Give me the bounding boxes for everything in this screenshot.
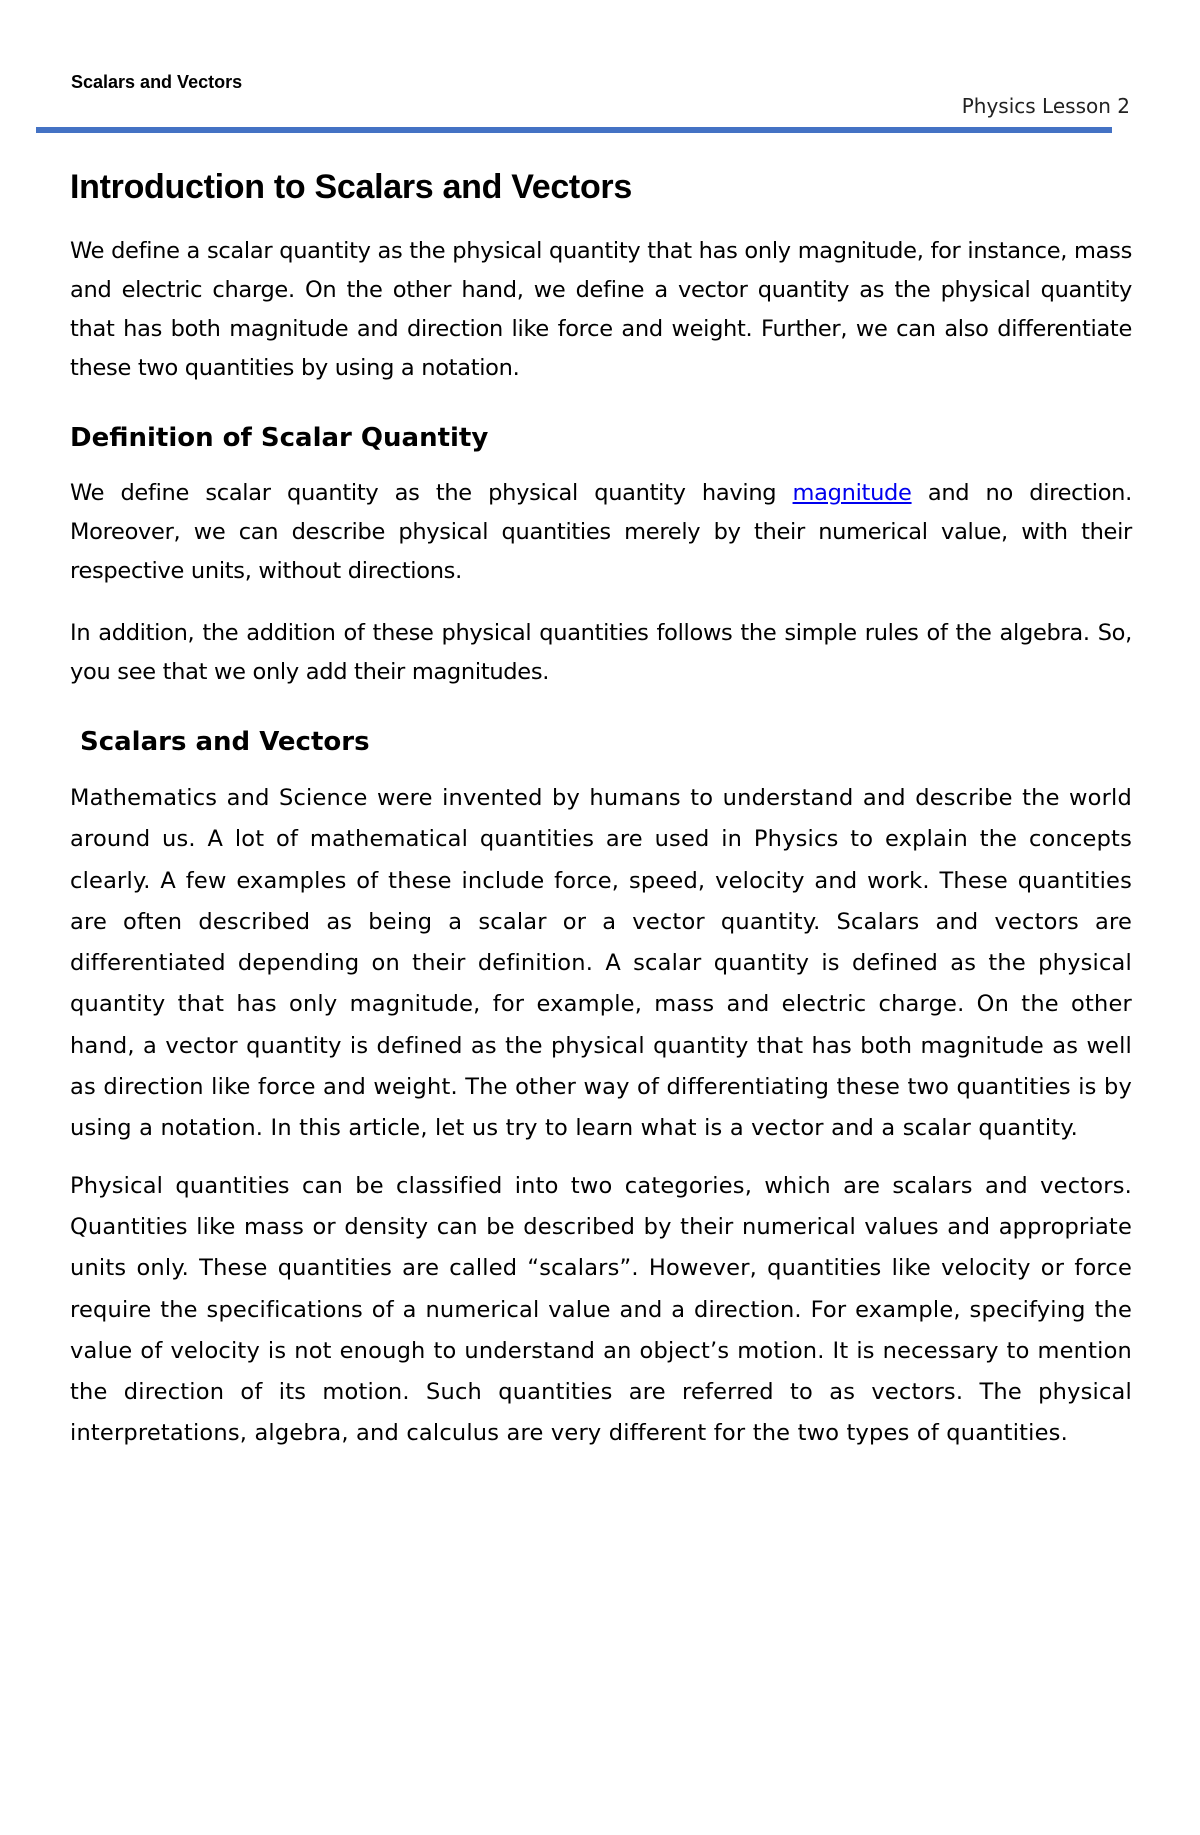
- running-header-lesson: Physics Lesson 2: [961, 94, 1130, 118]
- definition-paragraph: [70, 474, 1132, 591]
- scalars-vectors-paragraph-1: Mathematics and Science were invented by humans to understand and describe the world around us. A lot of mathematical quantities are used in Physics to explain the concepts clearly. A few examples of these include force, speed, velocity and work. These quantities are often described as being a scalar or a vector quantity. Scalars and vectors are differentiated depending on their definition. A scalar quantity is defined as the physical quantity that has only magnitude, for example, mass and electric charge. On the other hand, a vector quantity is defined as the physical quantity that has both magnitude as well as direction like force and weight. The other way of differentiating these two quantities is by using a notation. In this article, let us try to learn what is a vector and a scalar quantity.: [70, 785, 1132, 1142]
- page-title: Introduction to Scalars and Vectors: [70, 168, 632, 206]
- magnitude-link[interactable]: magnitude: [792, 480, 912, 506]
- main-content: [70, 165, 1132, 1455]
- intro-paragraph: We define a scalar quantity as the physical quantity that has only magnitude, for instance, mass and electric charge. On the other hand, we define a vector quantity as the physical quantity that has both magnitude and direction like force and weight. Further, we can also differentiate these two quantities by using a notation.: [70, 238, 1132, 381]
- algebra-paragraph: In addition, the addition of these physical quantities follows the simple rules of the algebra. So, you see that we only add their magnitudes.: [70, 620, 1132, 685]
- header-rule: [36, 127, 1112, 133]
- definition-text-start: We define scalar quantity as the physical quantity having: [70, 480, 793, 506]
- running-header-title: Scalars and Vectors: [71, 72, 243, 92]
- section-heading-scalars-vectors: Scalars and Vectors: [80, 727, 370, 757]
- definition-text-end: and no direction. Moreover, we can describe physical quantities merely by their numerical value, with their respective units, without directions.: [70, 480, 1132, 584]
- section-heading-definition: Definition of Scalar Quantity: [70, 423, 489, 453]
- scalars-vectors-paragraph-2: Physical quantities can be classified into two categories, which are scalars and vectors. Quantities like mass or density can be described by their numerical values and appropriate units only. These quantities are called “scalars”. However, quantities like velocity or force require the specifications of a numerical value and a direction. For example, specifying the value of velocity is not enough to understand an object’s motion. It is necessary to mention the direction of its motion. Such quantities are referred to as vectors. The physical interpretations, algebra, and calculus are very different for the two types of quantities.: [70, 1172, 1132, 1447]
